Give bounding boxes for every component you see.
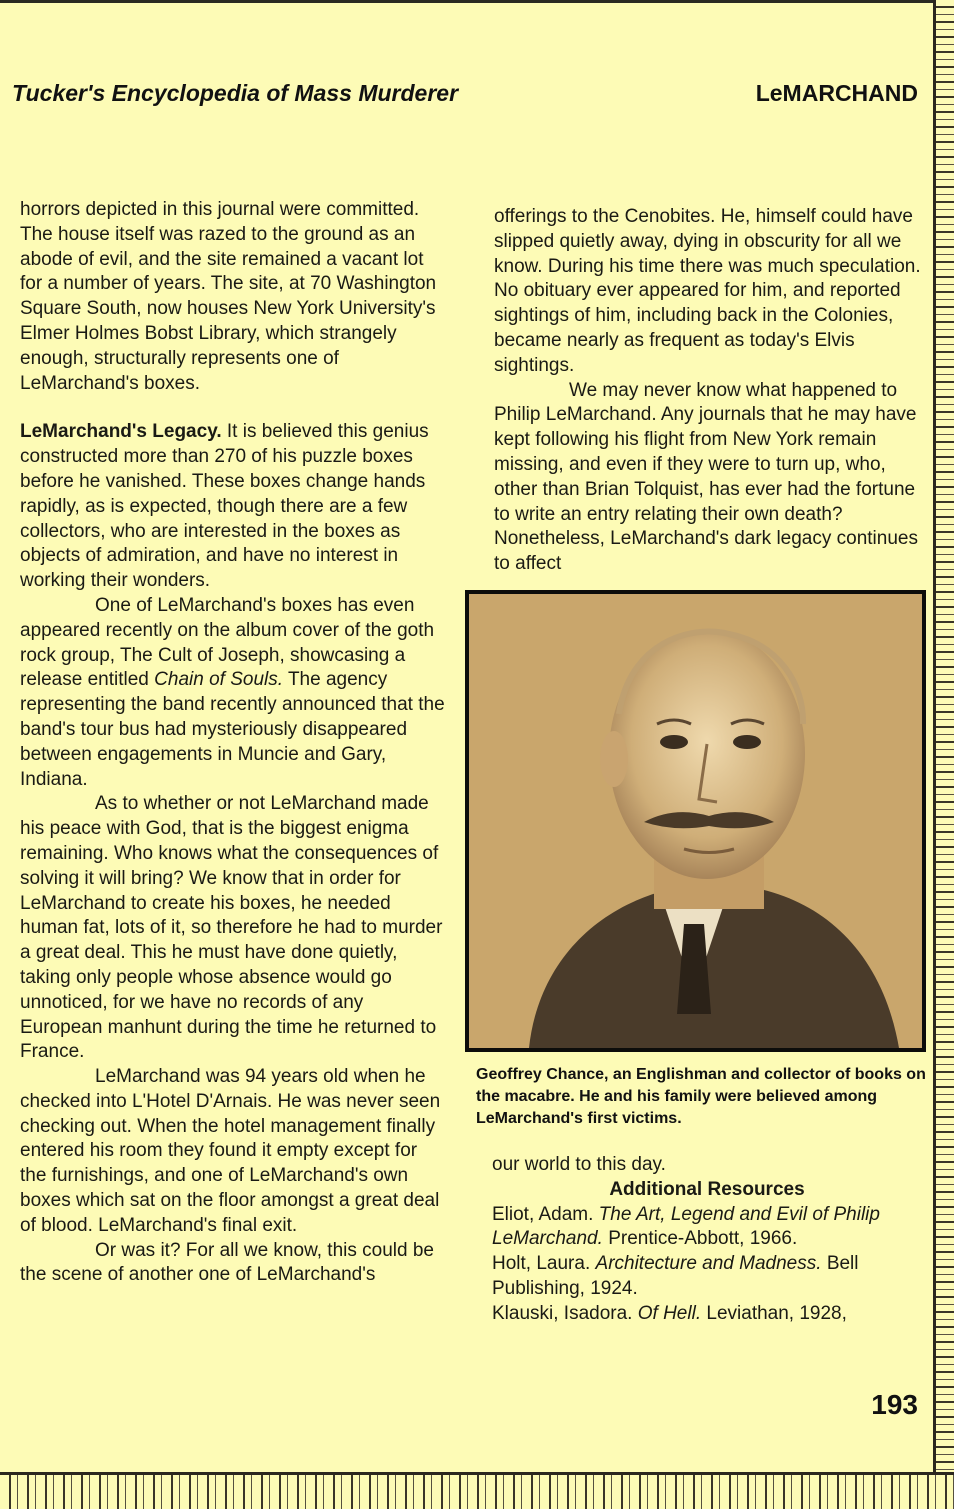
portrait-photo bbox=[465, 590, 926, 1052]
paragraph: As to whether or not LeMarchand made his peace with God, that is the biggest enigma remaining. Who knows what the consequences of solving it will bring? We know that in order for LeMarchand to create his boxes, he needed human fat, lots of it, so therefore he had to murder a great deal. This he must have done quietly, taking only people whose absence would go unnoticed, for we have no records of any European manhunt during the time he returned to France. bbox=[20, 793, 443, 1063]
resource-entry: Eliot, Adam. The Art, Legend and Evil of Philip LeMarchand. Prentice-Abbott, 1966. bbox=[492, 1203, 880, 1250]
right-decorative-border bbox=[933, 0, 954, 1509]
legacy-heading: LeMarchand's Legacy. bbox=[20, 421, 222, 443]
right-column-bottom bbox=[492, 1153, 922, 1327]
resources-heading: Additional Resources bbox=[609, 1178, 805, 1200]
paragraph: our world to this day. bbox=[492, 1154, 666, 1175]
section-title: LeMARCHAND bbox=[755, 80, 918, 106]
photo-caption: Geoffrey Chance, an Englishman and collector of books on the macabre. He and his family were believed among LeMarchand's first victims. bbox=[476, 1066, 926, 1127]
album-title: Chain of Souls. bbox=[154, 669, 284, 691]
running-title: Tucker's Encyclopedia of Mass Murderer bbox=[12, 80, 459, 106]
paragraph: We may never know what happened to Philip LeMarchand. Any journals that he may have kept following his flight from New York remain missing, and even if they were to turn up, who, other than Brian Tolquist, has ever had the fortune to write an entry relating their own death? Nonetheless, LeMarchand's dark legacy continues to affect bbox=[494, 379, 918, 575]
right-column-top bbox=[494, 205, 926, 577]
paragraph: One of LeMarchand's boxes has even appeared recently on the album cover of the goth rock group, The Cult of Joseph, showcasing a release entitled Chain of Souls. The agency representing the band recently announced that the band's tour bus had mysteriously disappeared between engagements in Muncie and Gary, Indiana. bbox=[20, 594, 445, 790]
portrait-image bbox=[469, 594, 922, 1048]
paragraph: Or was it? For all we know, this could be the scene of another one of LeMarchand's bbox=[20, 1239, 434, 1286]
paragraph: offerings to the Cenobites. He, himself could have slipped quietly away, dying in obscurity for all we know. During his time there was much speculation. No obituary ever appeared for him, and reported sightings of him, including back in the Colonies, became nearly as frequent as today's Elvis sightings. bbox=[494, 206, 921, 376]
paragraph: LeMarchand was 94 years old when he checked into L'Hotel D'Arnais. He was never seen checking out. When the hotel management finally entered his room they found it empty except for the furnishings, and one of LeMarchand's own boxes which sat on the floor amongst a great deal of blood. LeMarchand's final exit. bbox=[20, 1066, 441, 1236]
paragraph: horrors depicted in this journal were committed. The house itself was razed to the ground as an abode of evil, and the site remained a vacant lot for a number of years. The site, at 70 Washington Square South, now houses New York University's Elmer Holmes Bobst Library, which strangely enough, structurally represents one of LeMarchand's boxes. bbox=[20, 199, 437, 394]
resource-entry: Holt, Laura. Architecture and Madness. Bell Publishing, 1924. bbox=[492, 1253, 859, 1299]
resource-entry: Klauski, Isadora. Of Hell. Leviathan, 1928, bbox=[492, 1302, 847, 1324]
left-column bbox=[20, 198, 448, 1288]
paragraph: LeMarchand's Legacy. It is believed this genius constructed more than 270 of his puzzle boxes before he vanished. These boxes change hands rapidly, as is expected, though there are a few collectors, who are interested in the boxes as objects of admiration, and have no interest in working their wonders. bbox=[20, 421, 429, 592]
bottom-decorative-border bbox=[0, 1472, 954, 1509]
top-rule bbox=[0, 0, 954, 3]
page-number: 193 bbox=[871, 1389, 918, 1420]
